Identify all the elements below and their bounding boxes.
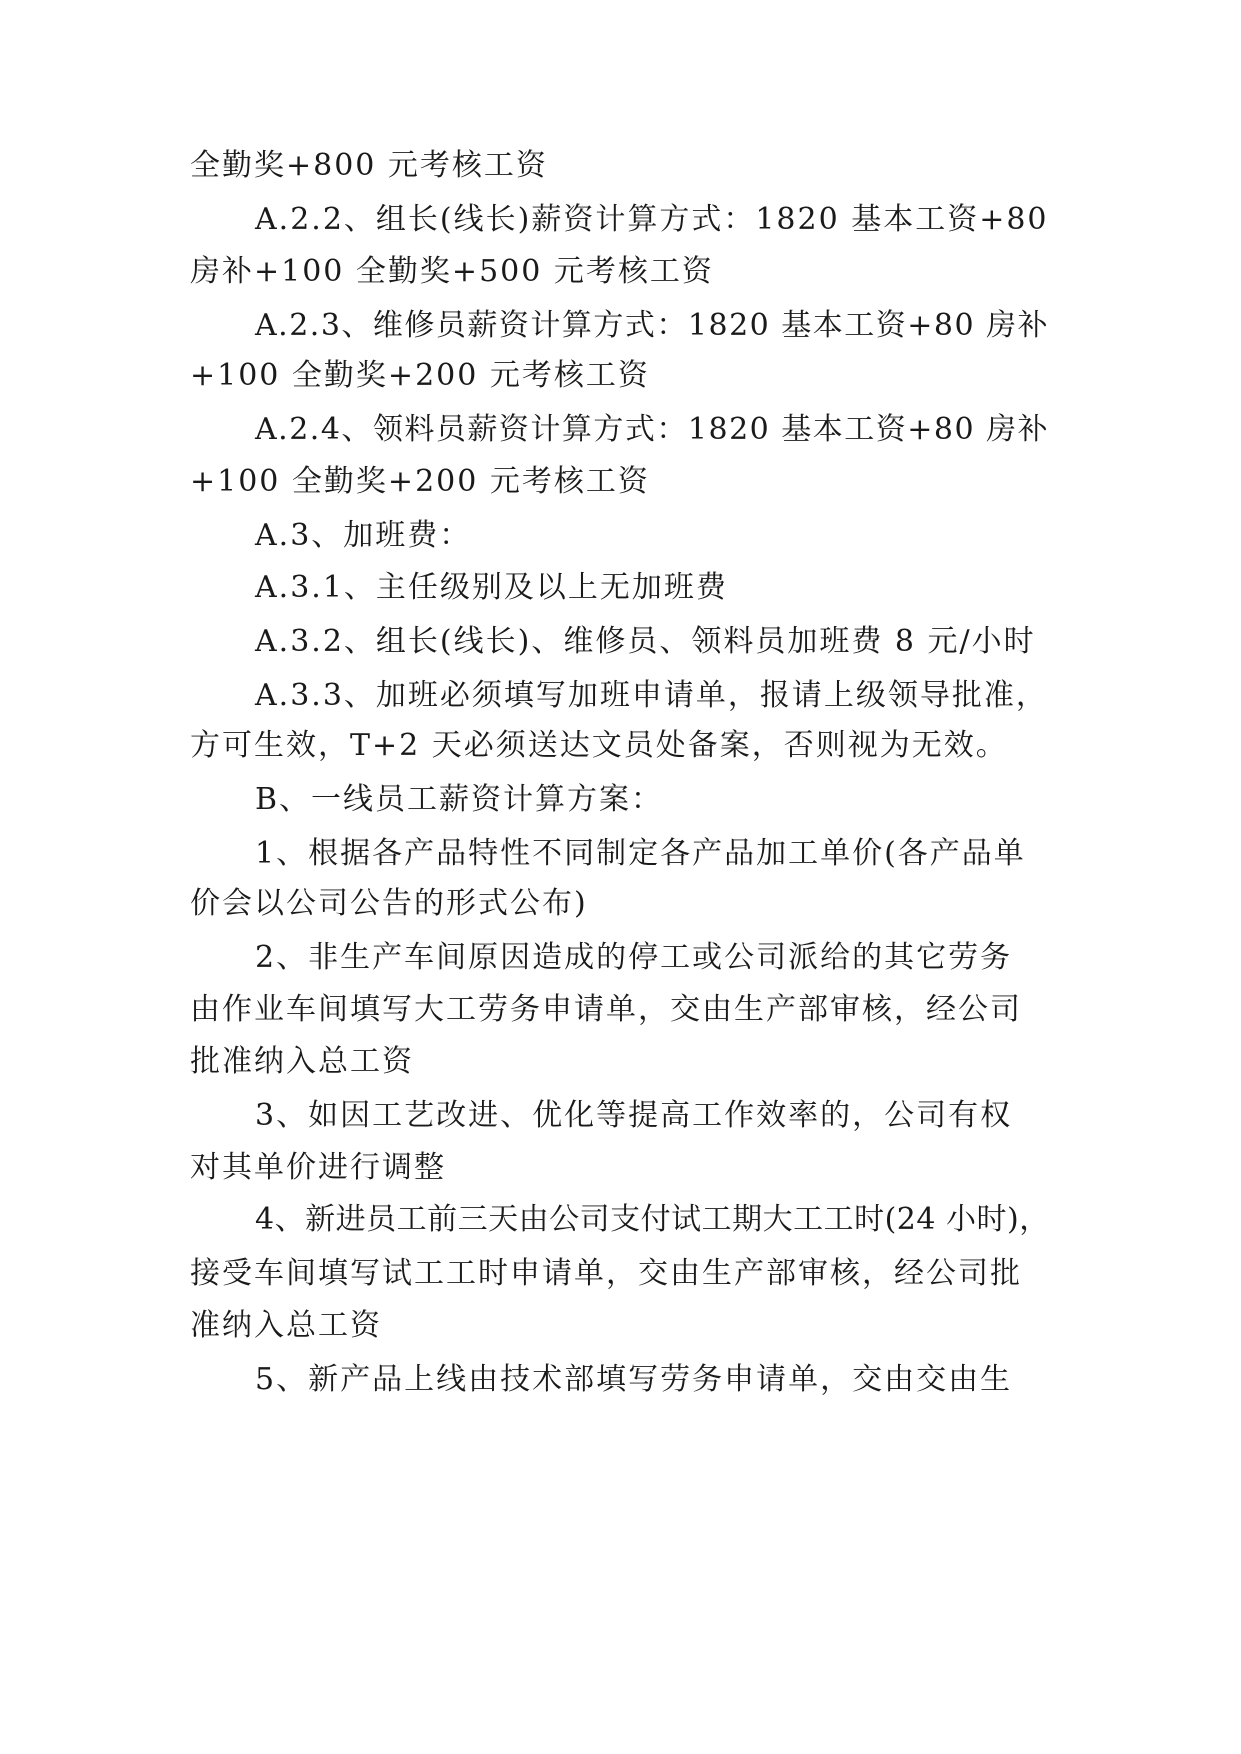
text-line: +100 全勤奖+200 元考核工资 bbox=[190, 464, 650, 499]
text-line: 3、如因工艺改进、优化等提高工作效率的，公司有权 bbox=[255, 1098, 1013, 1133]
text-line: 准纳入总工资 bbox=[190, 1308, 382, 1343]
text-line: 接受车间填写试工工时申请单，交由生产部审核，经公司批 bbox=[190, 1256, 1022, 1291]
text-line: A.3、加班费： bbox=[255, 518, 472, 553]
text-line: 5、新产品上线由技术部填写劳务申请单，交由交由生 bbox=[255, 1362, 1013, 1397]
text-line: 4、新进员工前三天由公司支付试工期大工工时(24 小时)， bbox=[255, 1202, 1050, 1237]
text-line: B、一线员工薪资计算方案： bbox=[255, 782, 664, 817]
text-line: 2、非生产车间原因造成的停工或公司派给的其它劳务 bbox=[255, 940, 1013, 975]
text-line: 价会以公司公告的形式公布) bbox=[190, 886, 588, 921]
text-line: 全勤奖+800 元考核工资 bbox=[190, 148, 548, 183]
text-line: A.3.3、加班必须填写加班申请单，报请上级领导批准， bbox=[255, 678, 1048, 713]
text-line: +100 全勤奖+200 元考核工资 bbox=[190, 358, 650, 393]
text-line: 房补+100 全勤奖+500 元考核工资 bbox=[190, 254, 714, 289]
text-line: A.2.2、组长(线长)薪资计算方式：1820 基本工资+80 bbox=[255, 202, 1049, 237]
text-line: 批准纳入总工资 bbox=[190, 1044, 414, 1079]
text-line: 1、根据各产品特性不同制定各产品加工单价(各产品单 bbox=[255, 836, 1026, 871]
text-line: A.2.4、领料员薪资计算方式：1820 基本工资+80 房补 bbox=[255, 412, 1050, 447]
text-line: A.3.2、组长(线长)、维修员、领料员加班费 8 元/小时 bbox=[255, 624, 1036, 659]
text-line: 对其单价进行调整 bbox=[190, 1150, 446, 1185]
text-line: 由作业车间填写大工劳务申请单，交由生产部审核，经公司 bbox=[190, 992, 1022, 1027]
text-line: 方可生效，T+2 天必须送达文员处备案，否则视为无效。 bbox=[190, 728, 1008, 763]
text-line: A.2.3、维修员薪资计算方式：1820 基本工资+80 房补 bbox=[255, 308, 1050, 343]
text-line: A.3.1、主任级别及以上无加班费 bbox=[255, 570, 728, 605]
